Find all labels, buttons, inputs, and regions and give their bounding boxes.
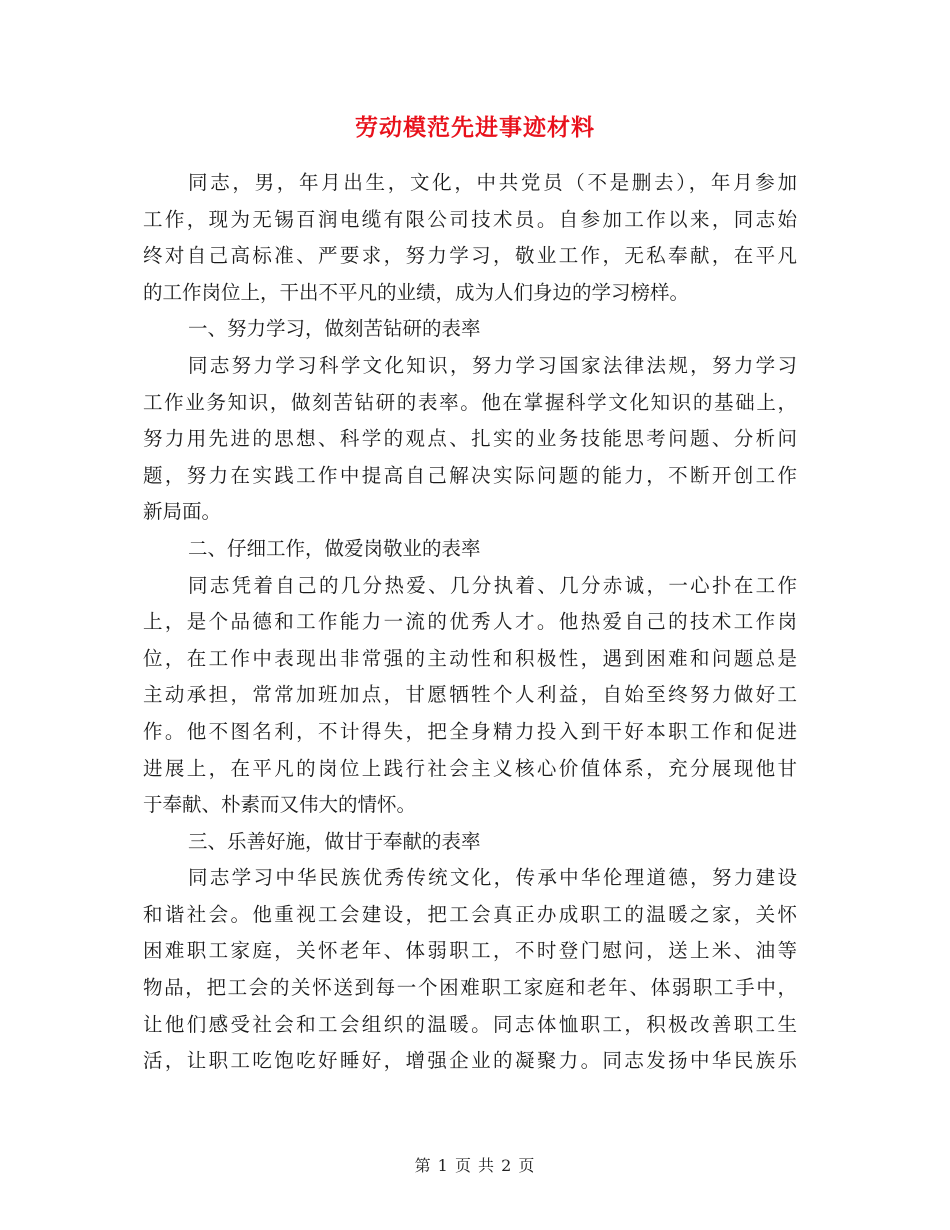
body-line: 于奉献、朴素而又伟大的情怀。 <box>143 793 417 817</box>
body-line: 主动承担，常常加班加点，甘愿牺牲个人利益，自始至终努力做好工 <box>143 683 797 707</box>
body-line: 位，在工作中表现出非常强的主动性和积极性，遇到困难和问题总是 <box>143 646 797 670</box>
body-line: 新局面。 <box>143 500 222 524</box>
body-line: 工作业务知识，做刻苦钻研的表率。他在掌握科学文化知识的基础上， <box>143 390 797 414</box>
body-line: 题，努力在实践工作中提高自己解决实际问题的能力，不断开创工作 <box>143 463 797 487</box>
body-line: 一、努力学习，做刻苦钻研的表率 <box>188 317 481 341</box>
body-line: 二、仔细工作，做爱岗敬业的表率 <box>188 536 481 560</box>
page-footer: 第 1 页 共 2 页 <box>414 1156 536 1175</box>
body-line: 三、乐善好施，做甘于奉献的表率 <box>188 829 481 853</box>
body-line: 困难职工家庭，关怀老年、体弱职工，不时登门慰问，送上米、油等 <box>143 939 797 963</box>
body-line: 上，是个品德和工作能力一流的优秀人才。他热爱自己的技术工作岗 <box>143 610 797 634</box>
body-line: 同志，男，年月出生，文化，中共党员（不是删去），年月参加 <box>188 171 797 194</box>
body-line: 进展上，在平凡的岗位上践行社会主义核心价值体系，充分展现他甘 <box>143 756 797 780</box>
body-line: 活，让职工吃饱吃好睡好，增强企业的凝聚力。同志发扬中华民族乐 <box>143 1049 797 1073</box>
body-line: 让他们感受社会和工会组织的温暖。同志体恤职工，积极改善职工生 <box>143 1012 797 1036</box>
document-body <box>143 165 797 1080</box>
body-line: 物品，把工会的关怀送到每一个困难职工家庭和老年、体弱职工手中， <box>143 976 797 1000</box>
body-line: 的工作岗位上，干出不平凡的业绩，成为人们身边的学习榜样。 <box>143 280 690 304</box>
body-line: 终对自己高标准、严要求，努力学习，敬业工作，无私奉献，在平凡 <box>143 244 797 268</box>
body-line: 同志学习中华民族优秀传统文化，传承中华伦理道德，努力建设 <box>188 866 797 890</box>
body-line: 作。他不图名利，不计得失，把全身精力投入到干好本职工作和促进 <box>143 719 797 743</box>
body-line: 努力用先进的思想、科学的观点、扎实的业务技能思考问题、分析问 <box>143 427 797 451</box>
document-title: 劳动模范先进事迹材料 <box>355 114 595 141</box>
body-line: 同志努力学习科学文化知识，努力学习国家法律法规，努力学习 <box>188 353 797 377</box>
body-line: 工作，现为无锡百润电缆有限公司技术员。自参加工作以来，同志始 <box>143 207 797 231</box>
body-line: 和谐社会。他重视工会建设，把工会真正办成职工的温暖之家，关怀 <box>143 902 797 926</box>
body-line: 同志凭着自己的几分热爱、几分执着、几分赤诚，一心扑在工作 <box>188 573 797 597</box>
